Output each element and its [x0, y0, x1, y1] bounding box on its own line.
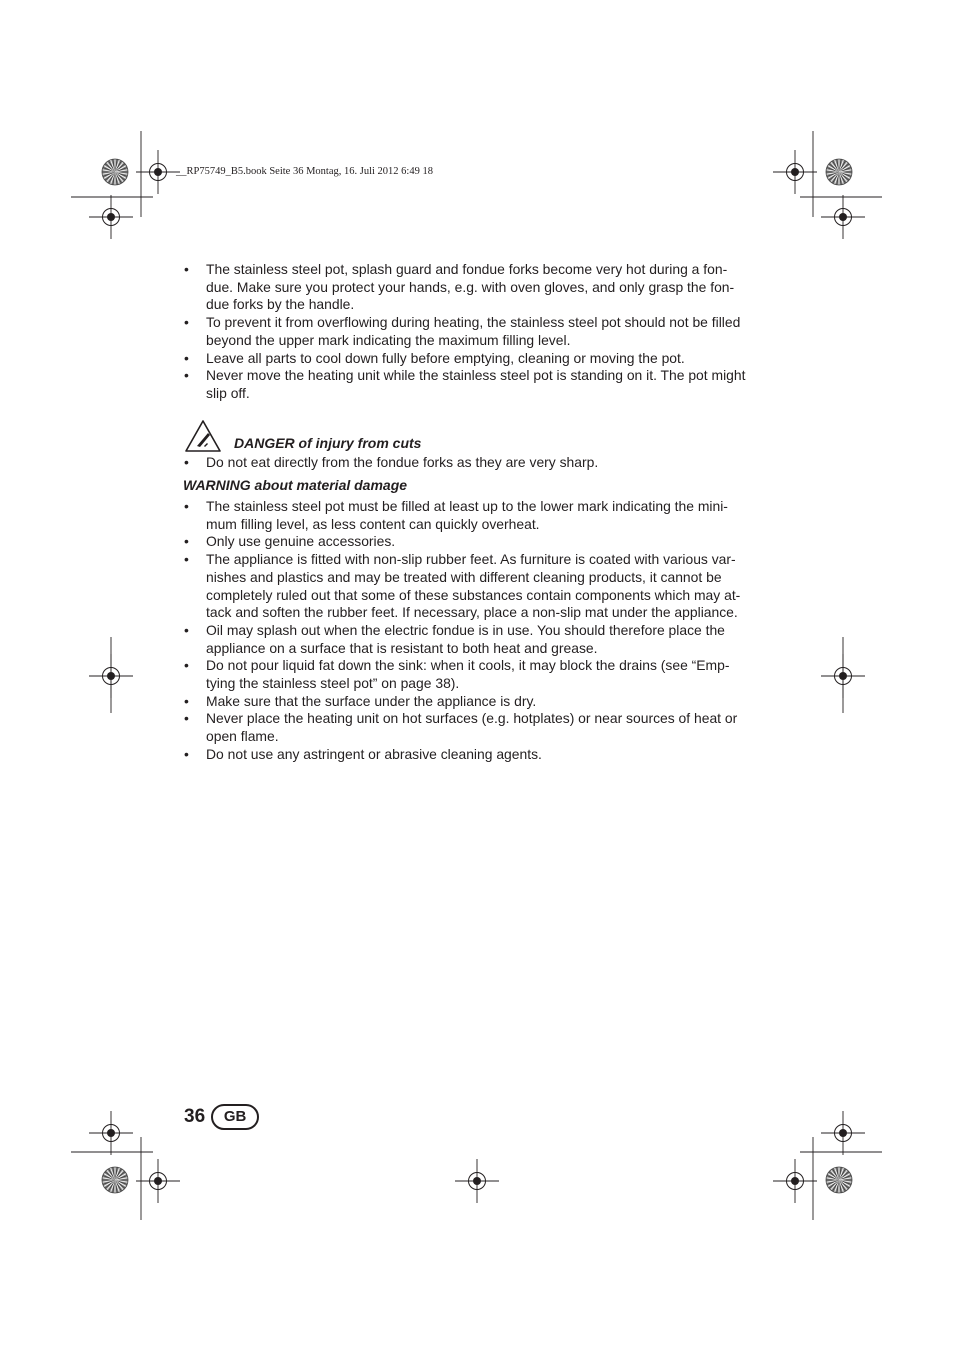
- list-item: • Never place the heating unit on hot surfaces (e.g. hotplates) or near sources of heat or open flame.: [183, 710, 749, 745]
- list-item: • The appliance is fitted with non-slip rubber feet. As furniture is coated with various var-nishes and plastics and may be treated with different cleaning products, it cannot be completely ruled out that some of these substances contain components which may at-tack and soften the rubber feet. If necessary, place a non-slip mat under the appliance.: [183, 551, 749, 622]
- registration-target-icon: [89, 654, 133, 698]
- registration-target-icon: [455, 1159, 499, 1203]
- language-badge: GB: [211, 1104, 259, 1130]
- page-footer: [184, 1104, 259, 1130]
- list-item: • The stainless steel pot must be filled at least up to the lower mark indicating the mini-mum filling level, as less content can quickly overheat.: [183, 498, 749, 533]
- registration-target-icon: [89, 1111, 133, 1155]
- registration-target-icon: [89, 195, 133, 239]
- registration-target-icon: [136, 1159, 180, 1203]
- color-calibration-star-icon: [102, 1167, 128, 1193]
- danger-heading: DANGER of injury from cuts: [234, 434, 422, 451]
- list-item: • Make sure that the surface under the appliance is dry.: [183, 693, 749, 711]
- list-item: • To prevent it from overflowing during heating, the stainless steel pot should not be filled beyond the upper mark indicating the maximum filling level.: [183, 314, 749, 349]
- list-item: • Leave all parts to cool down fully before emptying, cleaning or moving the pot.: [183, 350, 749, 368]
- list-item: • Oil may splash out when the electric fondue is in use. You should therefore place the appliance on a surface that is resistant to both heat and grease.: [183, 622, 749, 657]
- bullet-list-danger: [183, 454, 749, 472]
- warning-triangle-cut-icon: [184, 419, 222, 453]
- registration-target-icon: [773, 150, 817, 194]
- registration-target-icon: [773, 1159, 817, 1203]
- print-header: __RP75749_B5.book Seite 36 Montag, 16. Juli 2012 6:49 18: [176, 166, 433, 177]
- color-calibration-star-icon: [826, 159, 852, 185]
- color-calibration-star-icon: [102, 159, 128, 185]
- list-item: • Never move the heating unit while the stainless steel pot is standing on it. The pot might slip off.: [183, 367, 749, 402]
- list-item: • The stainless steel pot, splash guard and fondue forks become very hot during a fon-due. Make sure you protect your hands, e.g. with oven gloves, and only grasp the fon-due forks by the handle.: [183, 261, 749, 314]
- danger-heading-block: [183, 419, 749, 454]
- registration-target-icon: [821, 1111, 865, 1155]
- color-calibration-star-icon: [826, 1167, 852, 1193]
- list-item: • Only use genuine accessories.: [183, 533, 749, 551]
- list-item: • Do not pour liquid fat down the sink: when it cools, it may block the drains (see “Emp-tying the stainless steel pot” on page 38).: [183, 657, 749, 692]
- registration-target-icon: [821, 195, 865, 239]
- bullet-list-warning: [183, 498, 749, 764]
- page-number: 36: [184, 1106, 206, 1127]
- safety-content: [183, 261, 749, 764]
- list-item: • Do not eat directly from the fondue forks as they are very sharp.: [183, 454, 749, 472]
- registration-target-icon: [136, 150, 180, 194]
- warning-heading: WARNING about material damage: [183, 477, 408, 494]
- list-item: • Do not use any astringent or abrasive cleaning agents.: [183, 746, 749, 764]
- registration-target-icon: [821, 654, 865, 698]
- bullet-list-general: [183, 261, 749, 403]
